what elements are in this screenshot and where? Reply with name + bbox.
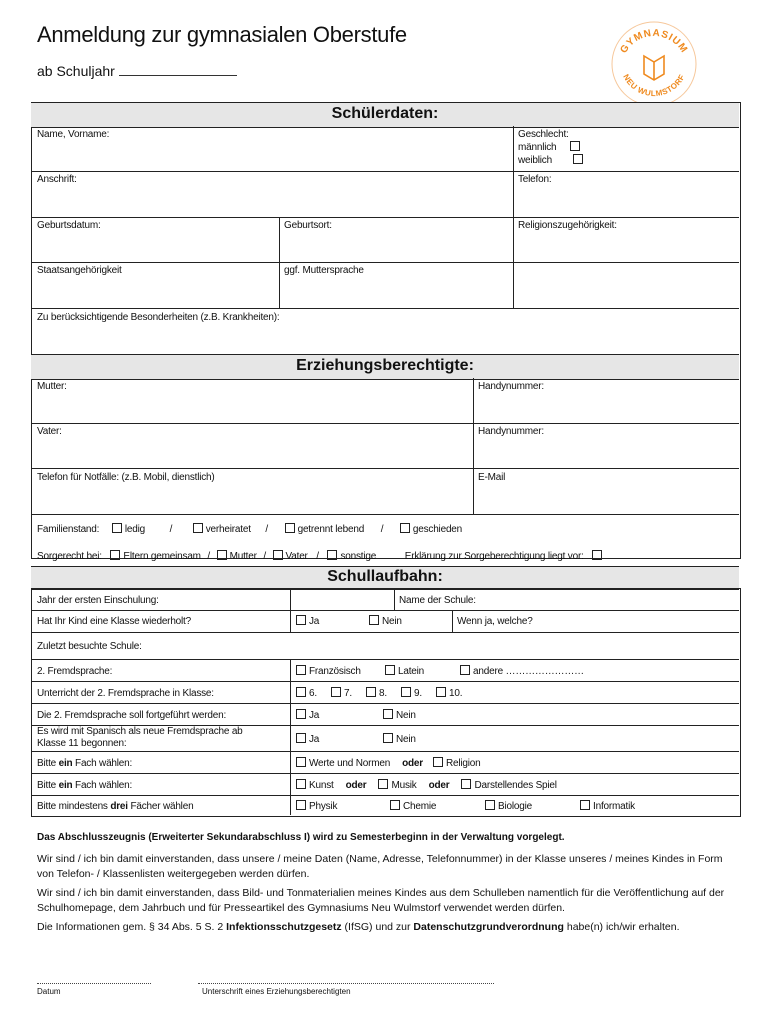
getrennt-checkbox[interactable]: [285, 523, 295, 533]
geschieden-checkbox[interactable]: [400, 523, 410, 533]
name-schule-label: Name der Schule:: [399, 595, 476, 606]
sonstige-checkbox[interactable]: [327, 550, 337, 560]
fach1-label: Bitte ein Fach wählen:: [37, 758, 133, 769]
schuljahr-label: ab Schuljahr: [37, 63, 115, 79]
notfall-label: Telefon für Notfälle: (z.B. Mobil, dienstlich): [37, 472, 215, 483]
spanisch-label-1: Es wird mit Spanisch als neue Fremdsprache ab: [37, 726, 243, 737]
verheiratet-checkbox[interactable]: [193, 523, 203, 533]
spanisch-ja-checkbox[interactable]: [296, 733, 306, 743]
sorgeerklaerung-checkbox[interactable]: [592, 550, 602, 560]
schuljahr-field[interactable]: [37, 63, 237, 79]
geburtsort-label: Geburtsort:: [284, 220, 332, 231]
svg-text:NEU WULMSTORF: NEU WULMSTORF: [621, 72, 687, 99]
klasse6-checkbox[interactable]: [296, 687, 306, 697]
geburtsdatum-label: Geburtsdatum:: [37, 220, 101, 231]
geschlecht-male: männlich: [518, 141, 580, 154]
anschrift-label: Anschrift:: [37, 174, 77, 185]
physik-checkbox[interactable]: [296, 800, 306, 810]
wiederholt-ja-checkbox[interactable]: [296, 615, 306, 625]
klasse10-checkbox[interactable]: [436, 687, 446, 697]
biologie-checkbox[interactable]: [485, 800, 495, 810]
wiederholt-label: Hat Ihr Kind eine Klasse wiederholt?: [37, 616, 192, 627]
fortgefuehrt-ja-checkbox[interactable]: [296, 709, 306, 719]
ds-checkbox[interactable]: [461, 779, 471, 789]
staatsangehoerigkeit-label: Staatsangehörigkeit: [37, 265, 122, 276]
mutter-label: Mutter:: [37, 381, 67, 392]
geschlecht-label: Geschlecht:: [518, 129, 569, 140]
name-label: Name, Vorname:: [37, 129, 110, 140]
schuljahr-blank[interactable]: [119, 63, 237, 76]
klasse7-checkbox[interactable]: [331, 687, 341, 697]
bild-consent: Wir sind / ich bin damit einverstanden, dass Bild- und Tonmaterialien meines Kindes aus dem Schulleben namentlich für die Veröffentlichung auf der Schulhomepage, dem Jahrbuch und für Presseartikel des Gymnasiums Neu Wulmstorf verwendet werden dürfen.: [37, 887, 725, 914]
email-label: E-Mail: [478, 472, 506, 483]
besonderheiten-label: Zu berücksichtigende Besonderheiten (z.B. Krankheiten):: [37, 312, 280, 323]
franz-checkbox[interactable]: [296, 665, 306, 675]
religion-label: Religionszugehörigkeit:: [518, 220, 617, 231]
handy-vater-label: Handynummer:: [478, 426, 544, 437]
klasse9-checkbox[interactable]: [401, 687, 411, 697]
fremdsprache-label: 2. Fremdsprache:: [37, 666, 113, 677]
kunst-checkbox[interactable]: [296, 779, 306, 789]
fach2-label: Bitte ein Fach wählen:: [37, 780, 133, 791]
name-field[interactable]: [37, 140, 507, 168]
datum-line[interactable]: [37, 983, 151, 984]
spanisch-label-2: Klasse 11 begonnen:: [37, 738, 127, 749]
male-checkbox[interactable]: [570, 141, 580, 151]
guardians-header: [31, 354, 739, 380]
info-statement: Die Informationen gem. § 34 Abs. 5 S. 2 Infektionsschutzgesetz (IfSG) und zur Datenschutzgrundverordnung habe(n) ich/wir erhalten.: [37, 921, 680, 933]
zuletzt-label: Zuletzt besuchte Schule:: [37, 641, 142, 652]
vater-label: Vater:: [37, 426, 62, 437]
schullaufbahn-heading: Schullaufbahn:: [327, 568, 443, 585]
fach3-label: Bitte mindestens drei Fächer wählen: [37, 801, 194, 812]
daten-consent: Wir sind / ich bin damit einverstanden, dass unsere / meine Daten (Name, Adresse, Telefonnummer) in der Klasse unseres / meines Kindes in Form von Telefon- / Klassenlisten weitergegeben werden dürfen.: [37, 853, 723, 880]
datum-label: Datum: [37, 987, 61, 996]
vater-checkbox[interactable]: [273, 550, 283, 560]
religion-checkbox[interactable]: [433, 757, 443, 767]
wiederholt-nein-checkbox[interactable]: [369, 615, 379, 625]
unterricht-label: Unterricht der 2. Fremdsprache in Klasse:: [37, 688, 214, 699]
student-data-heading: Schülerdaten:: [331, 105, 439, 122]
handy-mutter-label: Handynummer:: [478, 381, 544, 392]
muttersprache-label: ggf. Muttersprache: [284, 265, 364, 276]
mutter-checkbox[interactable]: [217, 550, 227, 560]
telefon-label: Telefon:: [518, 174, 552, 185]
unterschrift-label: Unterschrift eines Erziehungsberechtigten: [202, 987, 351, 996]
unterschrift-line[interactable]: [198, 983, 494, 984]
svg-text:GYMNASIUM: GYMNASIUM: [618, 27, 690, 56]
fortgefuehrt-label: Die 2. Fremdsprache soll fortgeführt werden:: [37, 710, 227, 721]
female-checkbox[interactable]: [573, 154, 583, 164]
musik-checkbox[interactable]: [378, 779, 388, 789]
andere-checkbox[interactable]: [460, 665, 470, 675]
guardians-heading: Erziehungsberechtigte:: [296, 357, 474, 374]
familienstand-row: Familienstand: ledig / verheiratet / getrennt lebend / geschieden: [37, 524, 463, 535]
klasse8-checkbox[interactable]: [366, 687, 376, 697]
ledig-checkbox[interactable]: [112, 523, 122, 533]
sorgerecht-row: Sorgerecht bei: Eltern gemeinsam / Mutter / Vater / sonstige Erklärung zur Sorgeberechtigung liegt vor:: [37, 550, 602, 563]
informatik-checkbox[interactable]: [580, 800, 590, 810]
werte-checkbox[interactable]: [296, 757, 306, 767]
chemie-checkbox[interactable]: [390, 800, 400, 810]
gymnasium-logo: [608, 18, 700, 110]
eltern-gemeinsam-checkbox[interactable]: [110, 550, 120, 560]
zeugnis-note: Das Abschlusszeugnis (Erweiterter Sekundarabschluss I) wird zu Semesterbeginn in der Verwaltung vorgelegt.: [37, 832, 565, 843]
welche-label: Wenn ja, welche?: [457, 616, 533, 627]
latein-checkbox[interactable]: [385, 665, 395, 675]
page-title: Anmeldung zur gymnasialen Oberstufe: [37, 22, 407, 47]
student-data-header: [31, 102, 739, 128]
geschlecht-female: weiblich: [518, 154, 583, 167]
spanisch-nein-checkbox[interactable]: [383, 733, 393, 743]
schullaufbahn-header: [31, 566, 739, 590]
fortgefuehrt-nein-checkbox[interactable]: [383, 709, 393, 719]
einschulung-label: Jahr der ersten Einschulung:: [37, 595, 159, 606]
